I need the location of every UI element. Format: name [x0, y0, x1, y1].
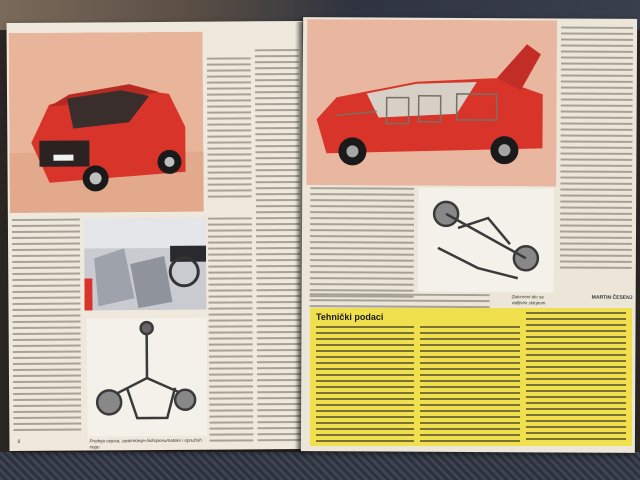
car-cutaway-illustration [306, 19, 557, 186]
article-text-column [560, 26, 633, 276]
technical-data-column [420, 326, 520, 444]
technical-data-column [316, 326, 414, 444]
article-author: MARTIN ČESENJ [591, 294, 633, 301]
article-text-column [310, 187, 415, 302]
article-text-column [12, 219, 82, 439]
red-car-rear-photo [9, 32, 204, 213]
background-fabric [0, 452, 640, 480]
page-number: 8 [17, 438, 21, 445]
photo-caption: Prednja ovjesa, zaokretanje-hidropneumatske i opružnih nogu [89, 437, 202, 450]
article-text-column [208, 217, 254, 445]
technical-data-box [310, 308, 632, 446]
magazine-left-page [7, 21, 306, 451]
technical-data-title: Tehnički podaci [316, 312, 384, 322]
car-interior-photo [84, 218, 207, 311]
rear-suspension-photo [418, 188, 555, 293]
photo-caption: Zatvoreni dio sa vidljivim sklopom [511, 294, 546, 306]
front-suspension-photo [87, 318, 208, 437]
technical-data-column [526, 312, 626, 444]
article-text-column [207, 57, 252, 207]
